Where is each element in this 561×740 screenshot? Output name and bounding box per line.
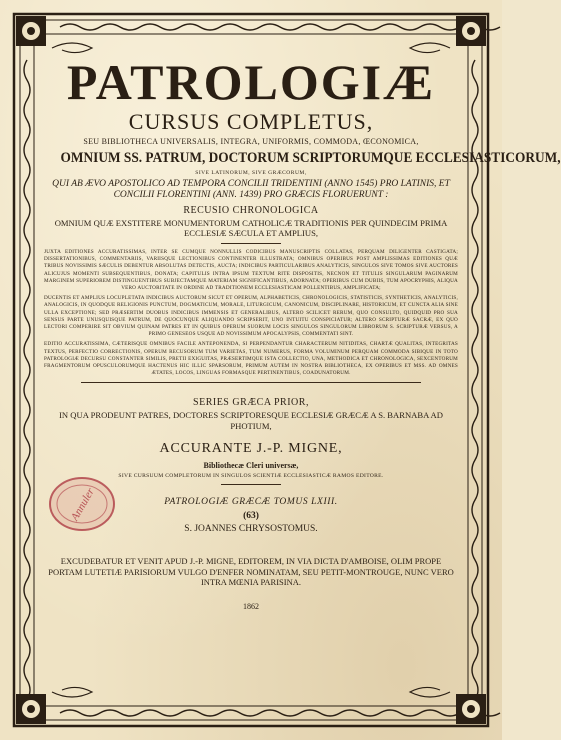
fine-print-block-2: DUCENTIS ET AMPLIUS LOCUPLETATA INDICIBUS AUCTORUM SICUT ET OPERUM, ALPHABETICIS, CHRONOLOGICIS, STATISTICIS, SYNTHETICIS, ANALYTICIS, ANALOGICIS, IN QUODQUE RELIGIONIS PUNCTUM, DOGMATICUM, MORALE, LITURGICUM, CANONICUM, DISCIPLINARE, HISTORICUM, ET CUNCTA ALIA SINE ULLA EXCEPTIONE; SED PRÆSERTIM DUOBUS INDICIBUS IMMENSIS ET GENERALIBUS, ALTERO SCILICET RERUM, QUO CONSULTO, QUIDQUID PRO SUA SENSUS PARTE UNUSQUISQUE PATRUM, DE QUOCUNQUE ALIQUANDO SCRIPSERIT, UNO INTUITU CONSPICIATUR; ALTERO SCRIPTURÆ SACRÆ, EX QUO LECTORI COMPERIRE SIT OBVIUM QUINAM PATRES ET IN QUIBUS OPERUM SUORUM LOCIS SINGULOS SINGULORUM LIBRORUM S. SCRIPTURÆ VERSUS, A PRIMO GENESEOS USQUE AD NOVISSIMUM APOCALYPSIS, COMMENTATI SINT. [44,295,458,338]
subtitle-bibliotheca: SEU BIBLIOTHECA UNIVERSALIS, INTEGRA, UNIFORMIS, COMMODA, ŒCONOMICA, [83,137,419,146]
recusio-heading: RECUSIO CHRONOLOGICA [183,205,319,216]
cursuum-line: SIVE CURSUUM COMPLETORUM IN SINGULOS SCIENTIÆ ECCLESIASTICÆ RAMOS EDITORE. [118,473,384,480]
subtitle-omnium: OMNIUM SS. PATRUM, DOCTORUM SCRIPTORUMQUE ECCLESIASTICORUM, [60,150,561,166]
omnium-text: OMNIUM QUÆ EXSTITERE MONUMENTORUM CATHOLICÆ TRADITIONIS PER QUINDECIM PRIMA ECCLESIÆ SÆCULA ET AMPLIUS, [54,218,448,238]
divider [81,382,421,383]
divider [221,243,281,244]
fine-print-block-1: JUXTA EDITIONES ACCURATISSIMAS, INTER SE CUMQUE NONNULLIS CODICIBUS MANUSCRIPTIS COLLATAS, PERQUAM DILIGENTER CASTIGATA; DISSERTATIONIBUS, COMMENTARIIS, VARIISQUE LECTIONIBUS CONTINENTER ILLUSTRATA; OMNIBUS OPERIBUS POST AMPLISSIMAS EDITIONES QUÆ TRIBUS NOVISSIMIS SÆCULIS DEBENTUR ABSOLUTAS DETECTIS, AUCTA; INDICIBUS PARTICULARIBUS ANALYTICIS, SINGULOS SIVE TOMOS SIVE AUCTORES ALICUJUS MOMENTI SUBSEQUENTIBUS, DONATA; CAPITULIS INTRA IPSUM TEXTUM RITE DISPOSITIS, NECNON ET TITULIS SINGULARUM PAGINARUM MARGINEM SUPERIOREM DISTINGUENTIBUS SUBJECTAMQUE MATERIAM SIGNIFICANTIBUS, ADORNATA; OPERIBUS CUM DUBIIS, TUM APOCRYPHIS, ALIQUA VERO AUCTORITATE IN ORDINE AD TRADITIONEM ECCLESIASTICAM POLLENTIBUS, AMPLIFICATA; [44,249,458,292]
editor-line: ACCURANTE J.-P. MIGNE, [159,441,343,457]
sub-title: CURSUS COMPLETUS, [128,109,374,134]
divider [221,484,281,485]
bibliotheca-line: Bibliothecæ Cleri universæ, [203,461,299,471]
library-stamp [47,470,117,538]
imprint: EXCUDEBATUR ET VENIT APUD J.-P. MIGNE, EDITOREM, IN VIA DICTA D'AMBOISE, OLIM PROPE PORTAM LUTETIÆ PARISIORUM VULGO D'ENFER NOMINATAM, SEU PETIT-MONTROUGE, NUNC VERO INTRA MŒNIA PARISINA. [48,556,454,588]
subtitle-aevo: QUI AB ÆVO APOSTOLICO AD TEMPORA CONCILII TRIDENTINI (ANNO 1545) PRO LATINIS, ET CONCILII FLORENTINI (ANN. 1439) PRO GRÆCIS FLORUERUNT : [52,179,450,200]
fine-print-block-3: EDITIO ACCURATISSIMA, CÆTERISQUE OMNIBUS FACILE ANTEPONENDA, SI PERPENDANTUR CHARACTERUM NITIDITAS, CHARTÆ QUALITAS, INTEGRITAS TEXTUS, PERFECTIO CORRECTIONIS, OPERUM RECUSORUM TUM VARIETAS, TUM NUMERUS, FORMA VOLUMINUM PERQUAM COMMODA SIBIQUE IN TOTO PATROLOGIÆ DECURSU CONSTANTER SIMILIS, PRETII EXIGUITAS, PRÆSERTIMQUE ISTA COLLECTIO, UNA, METHODICA ET CHRONOLOGICA, SEXCENTORUM FRAGMENTORUM OPUSCULORUMQUE HACTENUS HIC ILLIC SPARSORUM, PRIMUM AUTEM IN NOSTRA BIBLIOTHECA, EX OPERIBUS ET MSS. AD OMNES ÆTATES, LOCOS, LINGUAS FORMASQUE PERTINENTIBUS, COADUNATORUM. [44,341,458,377]
volume-number: (63) [243,511,259,522]
main-title: PATROLOGIÆ [66,54,436,110]
publication-year: 1862 [243,601,259,611]
author-name: S. JOANNES CHRYSOSTOMUS. [184,524,318,535]
subtitle-latinorum: SIVE LATINORUM, SIVE GRÆCORUM, [195,170,307,176]
volume-title: PATROLOGIÆ GRÆCÆ TOMUS LXIII. [164,497,338,508]
series-heading: SERIES GRÆCA PRIOR, [193,397,309,409]
title-content [44,52,561,702]
series-description: IN QUA PRODEUNT PATRES, DOCTORES SCRIPTORESQUE ECCLESIÆ GRÆCÆ A S. BARNABA AD PHOTIUM, [59,410,443,431]
stamp-text: Annuler [68,486,97,523]
